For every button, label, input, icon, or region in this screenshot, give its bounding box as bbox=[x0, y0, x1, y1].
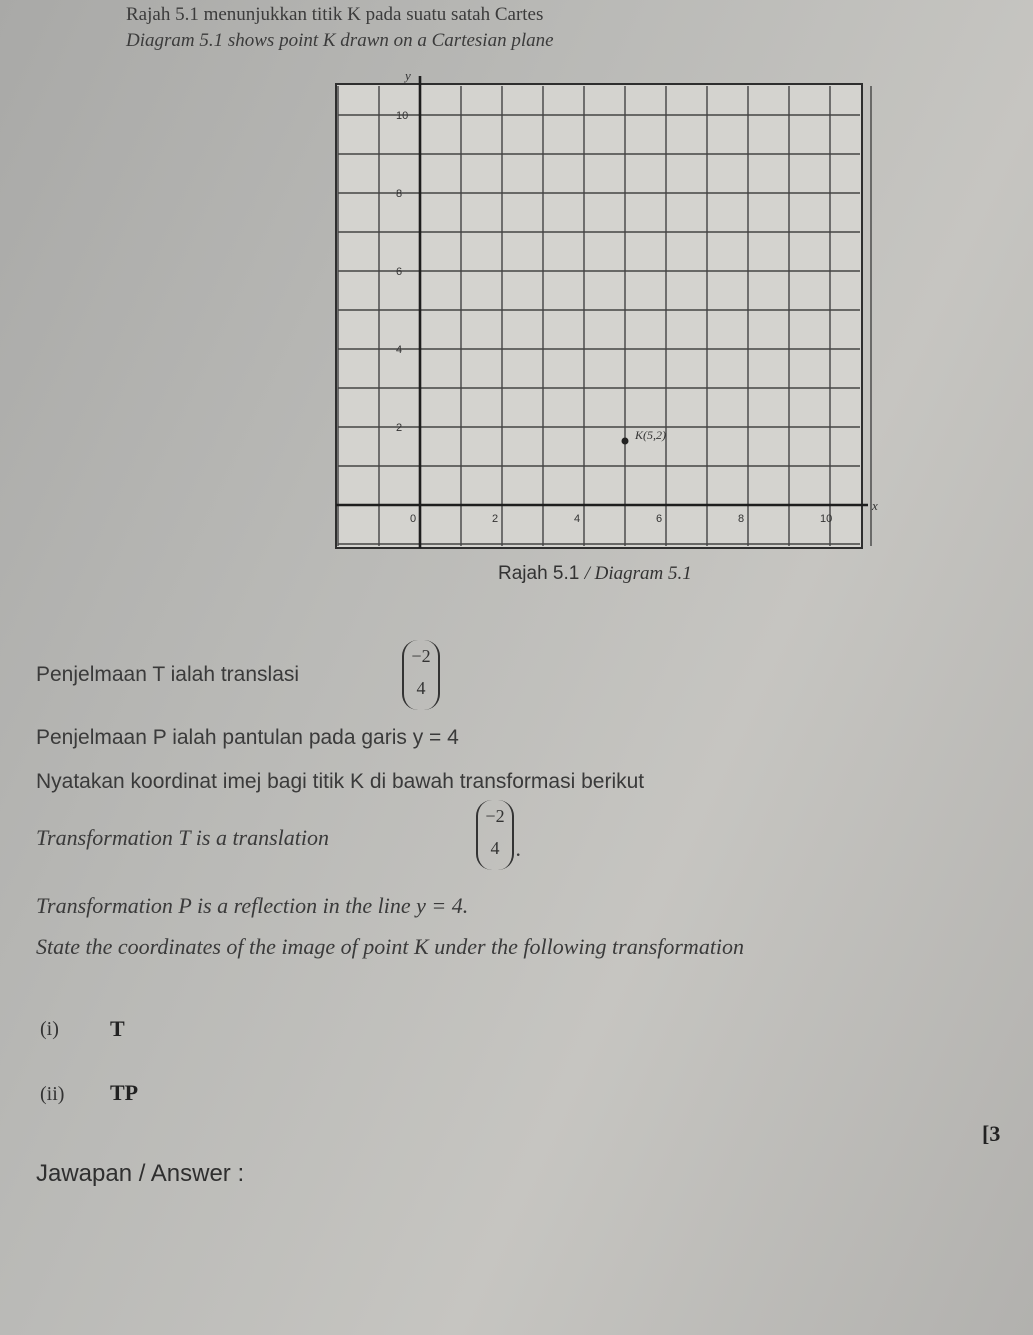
header-line-malay: Rajah 5.1 menunjukkan titik K pada suatu satah Cartes bbox=[126, 4, 544, 25]
caption-english: Diagram 5.1 bbox=[594, 563, 692, 584]
vector-top: −2 bbox=[411, 646, 431, 666]
malay-p-line: Penjelmaan P ialah pantulan pada garis y = 4 bbox=[36, 726, 459, 749]
y-tick-label: 4 bbox=[396, 344, 403, 356]
y-axis-label: y bbox=[405, 68, 411, 83]
caption-malay: Rajah 5.1 bbox=[498, 563, 580, 584]
vector-bottom: 4 bbox=[490, 838, 500, 858]
vector-top: −2 bbox=[485, 806, 505, 826]
y-tick-label: 10 bbox=[396, 110, 409, 122]
cartesian-plane bbox=[0, 0, 1033, 620]
part-2-value: TP bbox=[110, 1080, 139, 1105]
header-line-english: Diagram 5.1 shows point K drawn on a Cartesian plane bbox=[126, 30, 554, 51]
x-tick-label: 2 bbox=[492, 513, 499, 525]
part-1-value: T bbox=[110, 1016, 125, 1041]
translation-vector-english bbox=[476, 800, 514, 870]
part-2-label: (ii) bbox=[40, 1083, 65, 1105]
y-tick-label: 2 bbox=[396, 422, 403, 434]
x-tick-label: 10 bbox=[820, 513, 833, 525]
translation-vector-malay bbox=[402, 640, 440, 710]
point-k bbox=[622, 438, 629, 445]
y-tick-label: 8 bbox=[396, 188, 403, 200]
vector-suffix: . bbox=[516, 836, 522, 861]
x-tick-label: 8 bbox=[738, 513, 745, 525]
part-1-label: (i) bbox=[40, 1018, 59, 1040]
x-tick-label: 0 bbox=[410, 513, 417, 525]
x-axis-label: x bbox=[872, 498, 878, 513]
malay-t-line: Penjelmaan T ialah translasi bbox=[36, 663, 300, 686]
english-instruction: State the coordinates of the image of point K under the following transformation bbox=[36, 934, 745, 959]
malay-instruction: Nyatakan koordinat imej bagi titik K di bawah transformasi berikut bbox=[36, 770, 645, 793]
x-tick-label: 6 bbox=[656, 513, 663, 525]
english-t-line: Transformation T is a translation bbox=[36, 825, 330, 850]
y-tick-label: 6 bbox=[396, 266, 403, 278]
x-tick-label: 4 bbox=[574, 513, 581, 525]
marks-label: [3 bbox=[982, 1121, 1001, 1146]
diagram-caption bbox=[498, 563, 692, 585]
caption-separator: / bbox=[584, 563, 590, 584]
point-k-label: K(5,2) bbox=[635, 428, 666, 442]
answer-label: Jawapan / Answer : bbox=[36, 1160, 245, 1187]
vector-bottom: 4 bbox=[416, 678, 426, 698]
english-p-line: Transformation P is a reflection in the line y = 4. bbox=[36, 893, 469, 918]
